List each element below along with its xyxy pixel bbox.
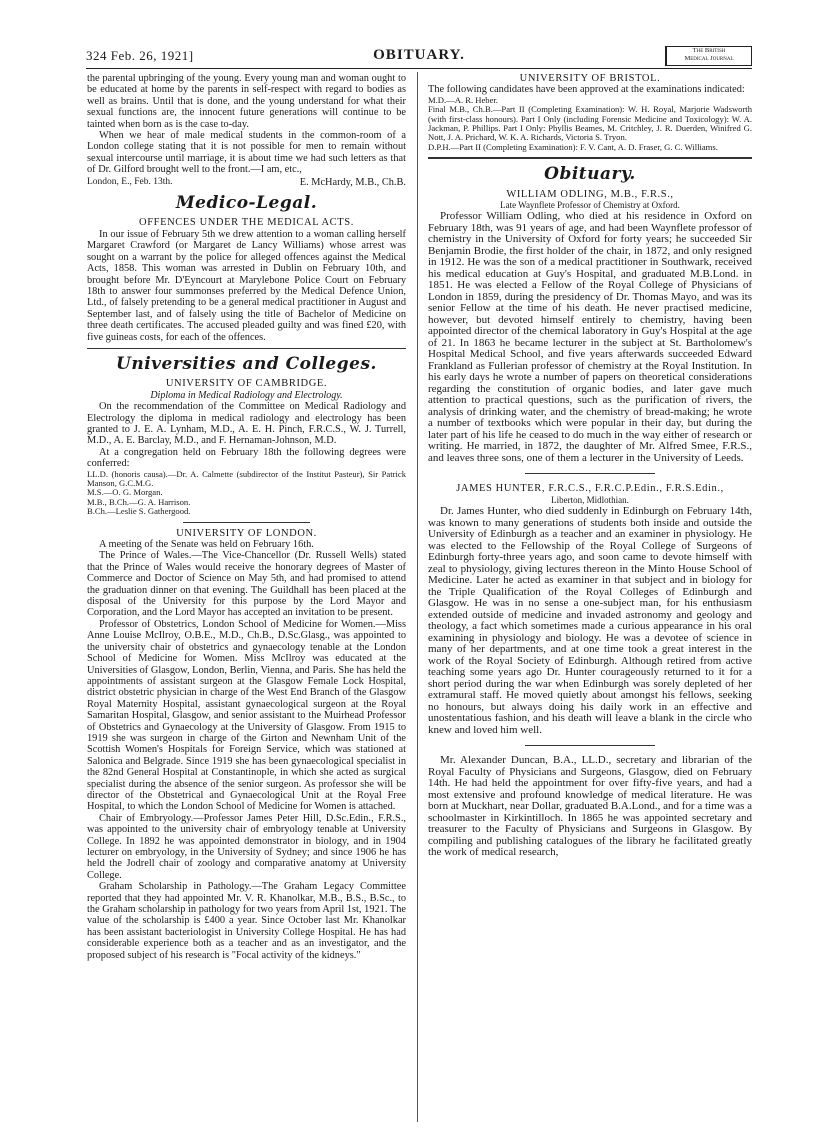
degree-list [87, 470, 406, 517]
left-column [87, 73, 406, 961]
letter-signature-line [87, 177, 406, 188]
letter-paragraph: When we hear of male medical students in the common-room of a London college stating that it is not possible for men to remain without sexual intercourse until marriage, it is about time we had such letters as that of Dr. Gilford brought well to the front.—I am, etc., [87, 130, 406, 176]
obituary-heading: Obituary. [544, 164, 636, 185]
page-number-date: 324 Feb. 26, 1921] [86, 48, 194, 63]
section-rule [183, 522, 311, 523]
obituary-role: Late Waynflete Professor of Chemistry at Oxford. [500, 200, 680, 211]
article-title: OFFENCES UNDER THE MEDICAL ACTS. [139, 217, 354, 229]
obituary-name: WILLIAM ODLING, M.B., F.R.S., [506, 188, 674, 200]
letter-place-date: London, E., Feb. 13th. [87, 176, 173, 187]
london-paragraph: Professor of Obstetrics, London School of Medicine for Women.—Miss Anne Louise McIlroy, O.B.E., M.D., Ch.B., D.Sc.Glasg., was appointed to the university chair of obstetrics and gynaecology tenable at the London School of Medicine for Women. Miss McIlroy was educated at the Universities of Glasgow, London, Berlin, Vienna, and Paris. She has held the appointments of assistant surgeon at the Glasgow Female Lock Hospital, district obstetric physician in charge of the West End Branch of the Glasgow Royal Maternity Hospital, assistant gynaecological surgeon at the Royal Samaritan Hospital, Glasgow, and senior assistant to the Muirhead Professor of Obstetrics and Gynaecology at the University of Glasgow. From 1915 to 1919 she was surgeon in charge of the Girton and Newnham Unit of the Scottish Women's Hospitals for Foreign Service, which was stationed at Salonica and Belgrade. Since 1919 she has been gynaecological specialist in the 82nd General Hospital at Constantinople, in which she acted as surgical specialist during the absence of the senior surgeon. As professor she will be director of the Obstetrical and Gynaecological Unit at the Royal Free Hospital, to which the London School of Medicine for Women is attached. [87, 618, 406, 813]
bristol-entry: Final M.B., Ch.B.—Part II (Completing Examination): W. H. Royal, Marjorie Wadsworth (with first-class honours). Part I Only (including Forensic Medicine and Toxicology): W. A. Jackman, P. Phillips. Part I Only: Phyllis Beames, M. Critchley, J. R. Duerden, Winifred G. Nott, J. A. Prichard, W. K. A. Richards, Victoria S. Tryon. [428, 104, 752, 143]
running-section-title: OBITUARY. [373, 47, 465, 63]
section-rule [525, 473, 655, 474]
obituary-body: Professor William Odling, who died at his residence in Oxford on February 18th, was 91 years of age, and had been Waynflete professor of chemistry in the University of Oxford for forty years; he succeeded Sir Benjamin Brodie, the first holder of the chair, in 1872, and only resigned in 1912. He was the son of a medical practitioner in Southwark, received his medical education at Guy's Hospital, and graduated M.B.Lond. in 1851. He was elected a Fellow of the Royal College of Physicians of London in 1859, during the presidency of Dr. Thomas Mayo, and was its senior Fellow at the time of his death. He never practised medicine, however, but devoted himself entirely to chemistry, having been appointed director of the chemical laboratory in Guy's Hospital at the age of 21. In 1863 he became lecturer in the subject at St. Bartholomew's Hospital Medical School, and five years afterwards succeeded Edward Frankland as Fullerian professor of chemistry at the Royal Institution. In his early days he wrote a number of papers on theoretical considerations regarding the constitution of organic bodies, and later gave much attention to practical questions, such as the purification of rivers, the analysis of drinking water, and the chemistry of bread-making; he wrote a number of textbooks which were popular in their day, but during the later part of his life he ceased to do much in the way either of research or writing. He married, in 1872, the daughter of Mr. Alfred Smee, F.R.S., and leaves three sons, one of them a lecturer in the University of Leeds. [428, 210, 752, 464]
universities-heading: Universities and Colleges. [116, 353, 377, 374]
london-paragraph: The Prince of Wales.—The Vice-Chancellor (Dr. Russell Wells) stated that the Prince of Wales would receive the honorary degrees of Master of Commerce and Doctor of Science on May 5th, and had promised to attend the graduation dinner on that evening. The Guildhall has been placed at the disposal of the University for this purpose by the Lord Mayor and Corporation, and the Lord Mayor has accepted an invitation to be present. [87, 550, 406, 619]
london-title: UNIVERSITY OF LONDON. [176, 527, 317, 539]
cambridge-title: UNIVERSITY OF CAMBRIDGE. [165, 378, 328, 390]
degree-entry: LL.D. (honoris causa).—Dr. A. Calmette (subdirector of the Institut Pasteur), Sir Patrick Manson, G.C.M.G. [87, 468, 406, 488]
obituary-body: Dr. James Hunter, who died suddenly in Edinburgh on February 14th, was known to many generations of students both inside and outside the University of Edinburgh as a teacher and an examiner in physiology. He was elected to the Fellowship of the Royal College of Surgeons of Edinburgh forty-three years ago, and soon came to devote himself with zeal to physiology, giving lectures thereon in the Minto House School of Medicine. Later he acted as examiner in that subject and in biology for the Triple Qualification of the Royal Colleges of Edinburgh and Glasgow. He was in no sense a one-subject man, for his enthusiasm extended outside of medicine and invaded astronomy and geology and theology, a fact which sometimes made a curious appearance in his oral examining in physiology and biology. He was a devotee of science in many of her departments, and at one time took a great interest in the work of the Royal Society of Edinburgh. Although retired from active teaching some years ago Dr. Hunter courageously returned to it for a short period during the war when Edinburgh was sorely depleted of her extramural staff. He moved quietly about amongst his fellows, seeking no honours, but always doing his daily work in an effective and unostentatious fashion, and his death will leave a blank in the circle who knew and loved him well. [428, 505, 752, 736]
cambridge-subtitle: Diploma in Medical Radiology and Electrology. [150, 389, 343, 401]
london-paragraph: Chair of Embryology.—Professor James Peter Hill, D.Sc.Edin., F.R.S., was appointed to the university chair of embryology tenable at University College. In 1892 he was appointed demonstrator in biology, and in 1904 lecturer on embryology, in the University of Sydney; and since 1906 he has held the Jodrell chair of zoology and comparative anatomy at University College. [87, 812, 406, 881]
letter-signature: E. McHardy, M.B., Ch.B. [299, 176, 406, 188]
degree-entry: M.B., B.Ch.—G. A. Harrison. [87, 496, 191, 507]
journal-name-line2: Medical Journal [684, 55, 734, 62]
obituary-body: Mr. Alexander Duncan, B.A., LL.D., secretary and librarian of the Royal Faculty of Physicians and Surgeons, Glasgow, died on February 14th. He had held the appointment for over fifty-five years, and had a most extensive and profound knowledge of medical literature. He was born at Muckhart, near Dollar, graduated B.A.Lond., and for a time was a schoolmaster in Kirkintilloch. In 1865 he was appointed secretary and treasurer to the Faculty of Physicians and Surgeons in Glasgow. By compiling and publishing catalogues of the library he facilitated greatly the work of medical research, [428, 754, 752, 859]
cambridge-paragraph: On the recommendation of the Committee on Medical Radiology and Electrology the diploma in medical radiology and electrology has been granted to J. E. A. Lynham, M.D., A. E. H. Pinch, F.R.C.S., W. J. Turrell, M.D., A. E. Barclay, M.D., and F. Hernaman-Johnson, M.D. [87, 401, 406, 447]
section-rule [87, 348, 406, 349]
bristol-entry: D.P.H.—Part II (Completing Examination): F. V. Cant, A. D. Fraser, G. C. Williams. [428, 141, 718, 152]
bristol-entry: M.D.—A. R. Heber. [428, 94, 498, 105]
obituary-name: JAMES HUNTER, F.R.C.S., F.R.C.P.Edin., F.R.S.Edin., [456, 483, 724, 495]
right-column [428, 73, 752, 859]
journal-name-line1: The British [692, 47, 726, 54]
section-rule [428, 157, 752, 159]
header-rule [86, 68, 752, 69]
section-rule [525, 745, 655, 746]
journal-masthead [665, 46, 752, 66]
degree-entry: M.S.—O. G. Morgan. [87, 487, 163, 498]
bristol-intro: The following candidates have been approved at the examinations indicated: [428, 84, 745, 96]
article-body: In our issue of February 5th we drew attention to a woman calling herself Margaret Crawford (or Margaret de Lancy Williams) whose arrest was sought on a warrant by the police for alleged offences against the Medical Acts, 1858. This woman was arrested in Dublin on February 10th, and brought before Mr. D'Eyncourt at Marylebone Police Court on February 18th to answer four summonses preferred by the Medical Defence Union, Ltd., of falsely pretending to be a general medical practitioner in August and September last, and of falsely using the title of Bachelor of Medicine on three death certificates. The accused pleaded guilty and was fined £20, with five guineas costs, for each of the offences. [87, 228, 406, 343]
column-divider [417, 72, 418, 1122]
medico-legal-heading: Medico-Legal. [175, 193, 318, 214]
bristol-title: UNIVERSITY OF BRISTOL. [519, 73, 661, 84]
london-paragraph: Graham Scholarship in Pathology.—The Graham Legacy Committee reported that they had appointed Mr. V. R. Khanolkar, M.B., B.S., B.Sc., to the Graham scholarship in pathology for two years from April 1st, 1921. The value of the scholarship is £400 a year. Since October last Mr. Khanolkar has been assistant bacteriologist in University College Hospital. He has had considerable experience both as a teacher and as an investigator, and the proposed subject of his research is "Focal activity of the kidneys." [87, 881, 406, 961]
page-header [86, 44, 752, 68]
london-paragraph: A meeting of the Senate was held on February 16th. [99, 539, 314, 551]
degree-entry: B.Ch.—Leslie S. Gathergood. [87, 506, 191, 517]
obituary-place: Liberton, Midlothian. [551, 494, 629, 505]
bristol-list [428, 96, 752, 152]
letter-paragraph: the parental upbringing of the young. Every young man and woman ought to be educated at home by the parents in self-respect with regard to bodies as well as brains. Until that is done, and the young understand for what their sexual functions are, the innocent future generations will continue to be tainted when born as is the case to-day. [87, 73, 406, 130]
cambridge-paragraph: At a congregation held on February 18th the following degrees were conferred: [87, 446, 406, 470]
